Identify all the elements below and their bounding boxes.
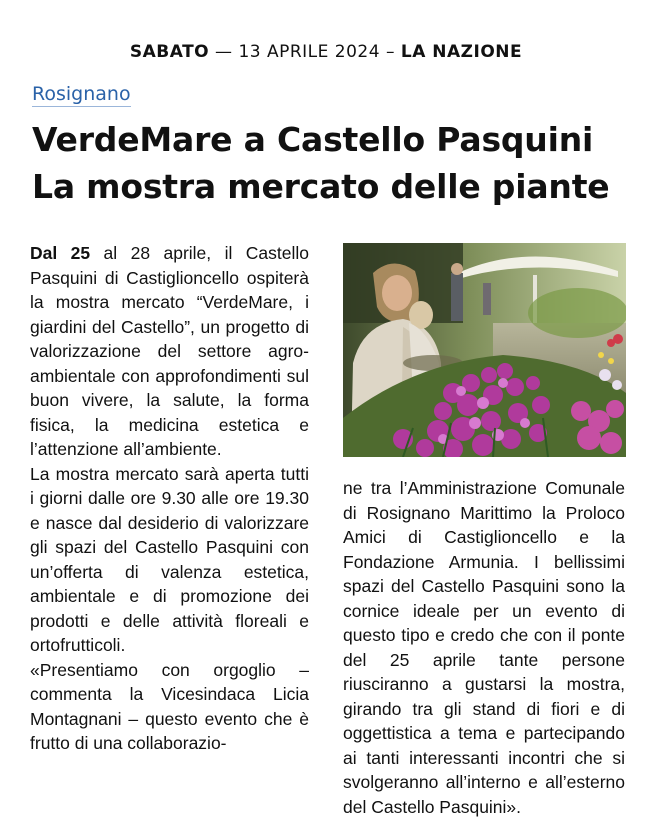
headline-line-1: VerdeMare a Castello Pasquini [32, 120, 594, 159]
article-paragraph: La mostra mercato sarà aperta tutti i giorni dalle ore 9.30 alle ore 19.30 e nasce dal desiderio di valorizzare gli spazi del Castello Pasquini con un’offerta di valenza estetica, ambientale e di promozione dei prodotti e delle attività floreali e ortofrutticoli. [30, 463, 309, 655]
headline-line-2: La mostra mercato delle piante [32, 167, 610, 206]
flower-market-photo [343, 243, 626, 457]
article-paragraph: ne tra l’Amministrazione Comunale di Rosignano Marittimo la Proloco Amici di Castiglioncello e la Fondazione Armunia. I bellissimi spazi del Castello Pasquini sono la cornice ideale per un evento di questo tipo e credo che con il ponte del 25 aprile tante persone riusciranno a gustarsi la mostra, girando tra gli stand di fiori e di oggettistica a tema e partecipando ai tanti interessanti incontri che si svolgeranno all’interno e all’esterno del Castello Pasquini». [343, 478, 625, 817]
article-photo [343, 243, 626, 457]
masthead-line [0, 42, 652, 62]
header-date: 13 APRILE 2024 [238, 42, 381, 62]
section-label: Rosignano [32, 83, 131, 105]
article-lead: Dal 25 [30, 243, 91, 263]
article-column-1 [30, 241, 309, 756]
article-paragraph: «Presentiamo con orgoglio – commenta la Vicesindaca Licia Montagnani – questo evento che è frutto di una collaborazio- [30, 659, 309, 753]
article-column-2 [343, 476, 625, 819]
paragraph-1-text: al 28 aprile, il Castello Pasquini di Castiglioncello ospiterà la mostra mercato “VerdeMare, i giardini del Castello”, un progetto di valorizzazione del settore agro-ambientale con approfondimenti sul buon vivere, la salute, la forma fisica, la medicina estetica e l’attenzione all’ambiente. [30, 243, 309, 459]
header-separator: – [385, 42, 395, 62]
article-paragraph [30, 241, 309, 462]
header-newspaper-name: LA NAZIONE [400, 42, 523, 62]
article-headline [32, 116, 632, 210]
header-day: SABATO [129, 42, 210, 62]
header-separator: — [215, 42, 233, 62]
